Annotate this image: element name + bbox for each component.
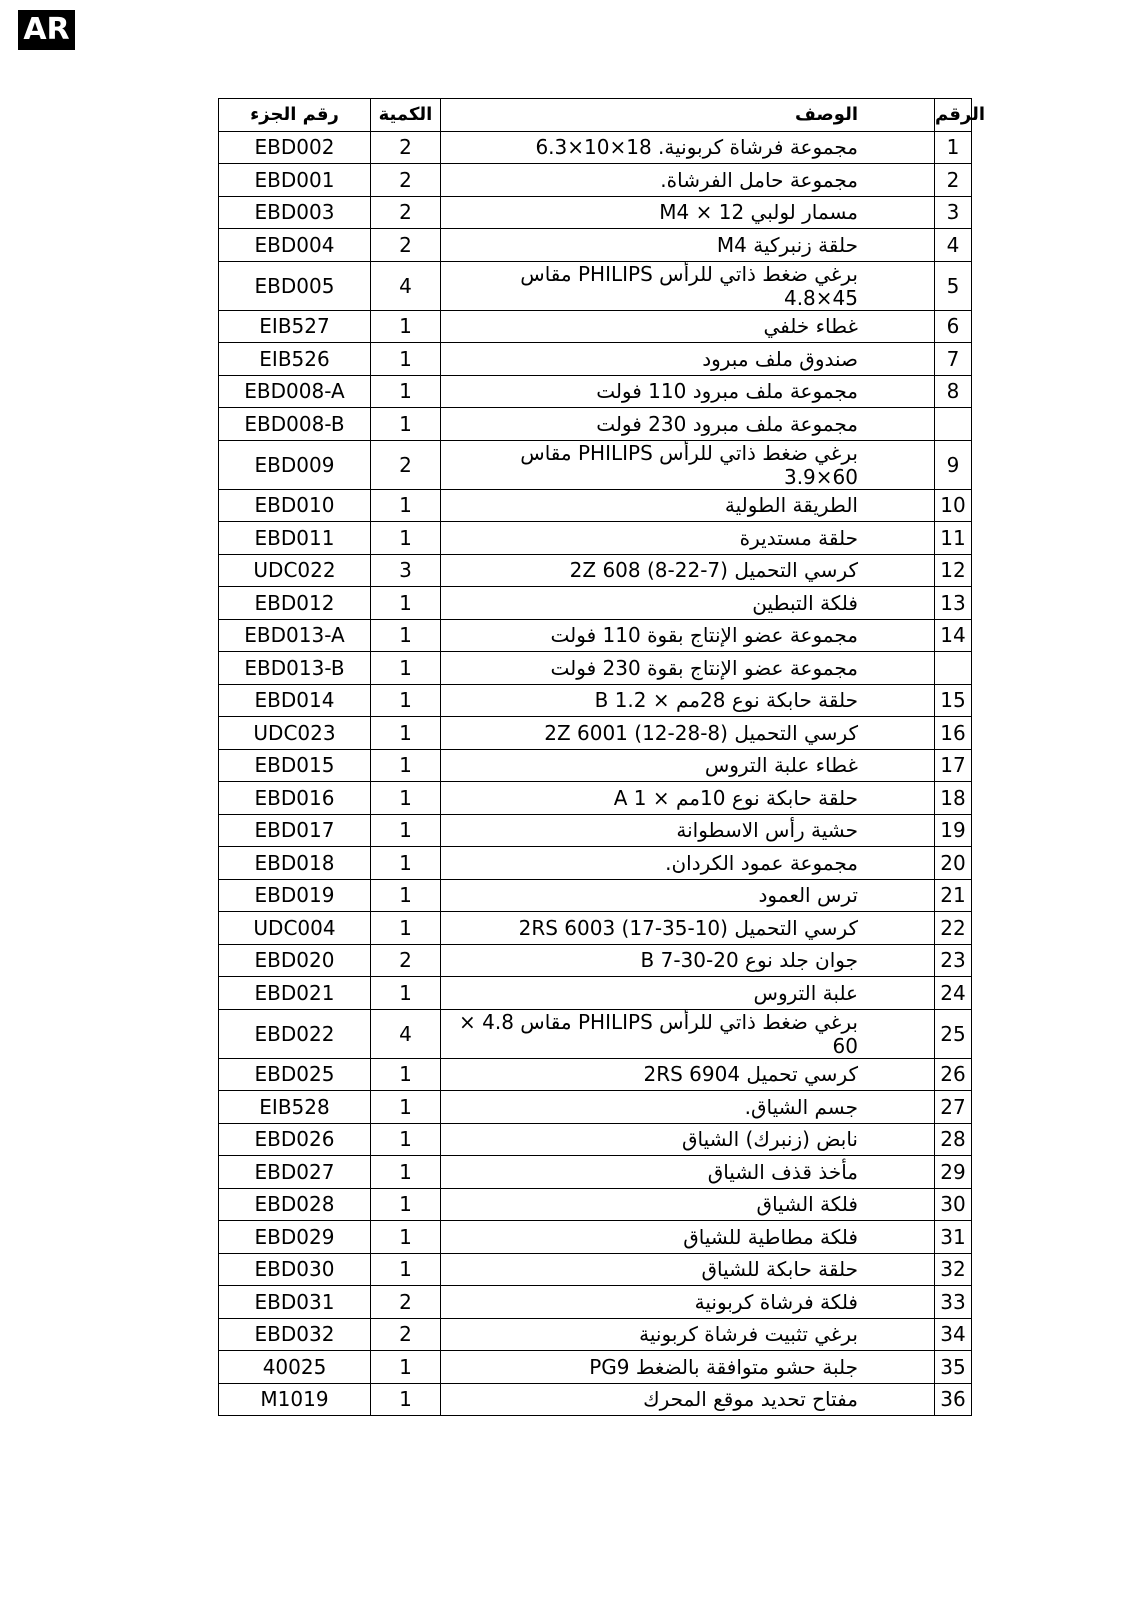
item-number-cell: 28: [935, 1123, 972, 1156]
table-row: [219, 1351, 972, 1384]
quantity-cell: 2: [371, 1286, 441, 1319]
table-row: [219, 1253, 972, 1286]
part-number-cell: EBD019: [219, 879, 371, 912]
description-cell: غطاء علبة التروس: [441, 749, 935, 782]
item-number-cell: 27: [935, 1091, 972, 1124]
description-cell: مسمار لولبي 12 × M4: [441, 196, 935, 229]
description-cell: علبة التروس: [441, 977, 935, 1010]
part-number-cell: EBD009: [219, 440, 371, 489]
quantity-cell: 1: [371, 652, 441, 685]
description-cell: مجموعة عضو الإنتاج بقوة 110 فولت: [441, 619, 935, 652]
quantity-cell: 2: [371, 131, 441, 164]
table-row: [219, 440, 972, 489]
item-number-cell: 36: [935, 1383, 972, 1416]
part-number-cell: EIB527: [219, 310, 371, 343]
description-cell: برغي ضغط ذاتي للرأس PHILIPS مقاس 4.8 × 60: [441, 1009, 935, 1058]
table-row: [219, 782, 972, 815]
item-number-cell: 23: [935, 944, 972, 977]
item-number-cell: 14: [935, 619, 972, 652]
description-cell: نابض (زنبرك) الشياق: [441, 1123, 935, 1156]
table-row: [219, 619, 972, 652]
quantity-cell: 1: [371, 1156, 441, 1189]
table-row: [219, 879, 972, 912]
part-number-cell: EBD022: [219, 1009, 371, 1058]
description-cell: كرسي التحميل (7-22-8) 2Z 608: [441, 554, 935, 587]
item-number-cell: 6: [935, 310, 972, 343]
item-number-cell: 26: [935, 1058, 972, 1091]
item-number-cell: 1: [935, 131, 972, 164]
item-number-cell: 35: [935, 1351, 972, 1384]
quantity-cell: 1: [371, 310, 441, 343]
description-cell: مجموعة عمود الكردان.: [441, 847, 935, 880]
part-number-cell: EBD026: [219, 1123, 371, 1156]
quantity-cell: 4: [371, 1009, 441, 1058]
quantity-cell: 2: [371, 944, 441, 977]
item-number-cell: 31: [935, 1221, 972, 1254]
table-row: [219, 375, 972, 408]
quantity-cell: 1: [371, 879, 441, 912]
table-row: [219, 1156, 972, 1189]
table-row: [219, 310, 972, 343]
description-cell: حلقة حابكة نوع 10مم × 1 A: [441, 782, 935, 815]
description-cell: مأخذ قذف الشياق: [441, 1156, 935, 1189]
table-row: [219, 1058, 972, 1091]
part-number-cell: EBD008-A: [219, 375, 371, 408]
item-number-cell: 10: [935, 489, 972, 522]
quantity-cell: 1: [371, 847, 441, 880]
part-number-cell: EIB526: [219, 343, 371, 376]
table-row: [219, 1091, 972, 1124]
table-row: [219, 1221, 972, 1254]
quantity-cell: 1: [371, 1383, 441, 1416]
part-number-cell: EBD004: [219, 229, 371, 262]
part-number-cell: EBD028: [219, 1188, 371, 1221]
description-cell: حلقة زنبركية M4: [441, 229, 935, 262]
quantity-cell: 2: [371, 196, 441, 229]
description-cell: حلقة حابكة للشياق: [441, 1253, 935, 1286]
quantity-cell: 1: [371, 1091, 441, 1124]
header-number: الرقم: [935, 99, 972, 132]
quantity-cell: 1: [371, 619, 441, 652]
part-number-cell: EBD031: [219, 1286, 371, 1319]
description-cell: الطريقة الطولية: [441, 489, 935, 522]
part-number-cell: UDC023: [219, 717, 371, 750]
part-number-cell: EBD011: [219, 522, 371, 555]
description-cell: مجموعة ملف مبرود 110 فولت: [441, 375, 935, 408]
description-cell: برغي ضغط ذاتي للرأس PHILIPS مقاس 45×4.8: [441, 261, 935, 310]
item-number-cell: 29: [935, 1156, 972, 1189]
quantity-cell: 1: [371, 1253, 441, 1286]
quantity-cell: 1: [371, 489, 441, 522]
description-cell: مجموعة حامل الفرشاة.: [441, 164, 935, 197]
item-number-cell: 3: [935, 196, 972, 229]
item-number-cell: [935, 652, 972, 685]
quantity-cell: 1: [371, 1188, 441, 1221]
quantity-cell: 1: [371, 522, 441, 555]
description-cell: برغي ضغط ذاتي للرأس PHILIPS مقاس 60×3.9: [441, 440, 935, 489]
description-cell: مفتاح تحديد موقع المحرك: [441, 1383, 935, 1416]
table-row: [219, 814, 972, 847]
description-cell: كرسي تحميل 2RS 6904: [441, 1058, 935, 1091]
part-number-cell: EBD008-B: [219, 408, 371, 441]
quantity-cell: 1: [371, 684, 441, 717]
description-cell: فلكة مطاطية للشياق: [441, 1221, 935, 1254]
table-row: [219, 131, 972, 164]
table-row: [219, 684, 972, 717]
quantity-cell: 1: [371, 1123, 441, 1156]
item-number-cell: 7: [935, 343, 972, 376]
item-number-cell: 20: [935, 847, 972, 880]
item-number-cell: 2: [935, 164, 972, 197]
part-number-cell: EBD027: [219, 1156, 371, 1189]
table-row: [219, 749, 972, 782]
table-row: [219, 229, 972, 262]
part-number-cell: UDC004: [219, 912, 371, 945]
part-number-cell: EBD012: [219, 587, 371, 620]
part-number-cell: EBD001: [219, 164, 371, 197]
table-row: [219, 587, 972, 620]
part-number-cell: EBD021: [219, 977, 371, 1010]
part-number-cell: EBD013-B: [219, 652, 371, 685]
quantity-cell: 1: [371, 408, 441, 441]
part-number-cell: EIB528: [219, 1091, 371, 1124]
item-number-cell: 25: [935, 1009, 972, 1058]
part-number-cell: EBD013-A: [219, 619, 371, 652]
item-number-cell: 32: [935, 1253, 972, 1286]
part-number-cell: EBD010: [219, 489, 371, 522]
part-number-cell: EBD005: [219, 261, 371, 310]
table-row: [219, 196, 972, 229]
language-badge: AR: [18, 10, 75, 50]
table-row: [219, 977, 972, 1010]
quantity-cell: 1: [371, 717, 441, 750]
description-cell: جلبة حشو متوافقة بالضغط PG9: [441, 1351, 935, 1384]
description-cell: فلكة الشياق: [441, 1188, 935, 1221]
part-number-cell: EBD020: [219, 944, 371, 977]
part-number-cell: EBD016: [219, 782, 371, 815]
table-row: [219, 652, 972, 685]
header-description: الوصف: [441, 99, 935, 132]
part-number-cell: UDC022: [219, 554, 371, 587]
quantity-cell: 2: [371, 440, 441, 489]
quantity-cell: 4: [371, 261, 441, 310]
item-number-cell: 9: [935, 440, 972, 489]
quantity-cell: 2: [371, 164, 441, 197]
quantity-cell: 1: [371, 814, 441, 847]
description-cell: مجموعة عضو الإنتاج بقوة 230 فولت: [441, 652, 935, 685]
quantity-cell: 1: [371, 1351, 441, 1384]
description-cell: حلقة مستديرة: [441, 522, 935, 555]
description-cell: جوان جلد نوع 20-30-7 B: [441, 944, 935, 977]
table-row: [219, 554, 972, 587]
table-row: [219, 343, 972, 376]
table-row: [219, 1286, 972, 1319]
part-number-cell: EBD015: [219, 749, 371, 782]
item-number-cell: [935, 408, 972, 441]
table-row: [219, 717, 972, 750]
table-row: [219, 1188, 972, 1221]
quantity-cell: 1: [371, 587, 441, 620]
description-cell: ترس العمود: [441, 879, 935, 912]
item-number-cell: 8: [935, 375, 972, 408]
quantity-cell: 1: [371, 375, 441, 408]
header-quantity: الكمية: [371, 99, 441, 132]
item-number-cell: 13: [935, 587, 972, 620]
item-number-cell: 33: [935, 1286, 972, 1319]
part-number-cell: EBD003: [219, 196, 371, 229]
item-number-cell: 21: [935, 879, 972, 912]
quantity-cell: 1: [371, 749, 441, 782]
parts-table: [218, 98, 986, 1416]
quantity-cell: 1: [371, 1058, 441, 1091]
part-number-cell: EBD018: [219, 847, 371, 880]
part-number-cell: 40025: [219, 1351, 371, 1384]
part-number-cell: EBD032: [219, 1318, 371, 1351]
part-number-cell: EBD029: [219, 1221, 371, 1254]
table-row: [219, 408, 972, 441]
description-cell: فلكة فرشاة كربونية: [441, 1286, 935, 1319]
quantity-cell: 1: [371, 782, 441, 815]
quantity-cell: 1: [371, 1221, 441, 1254]
table-row: [219, 912, 972, 945]
item-number-cell: 4: [935, 229, 972, 262]
table-row: [219, 944, 972, 977]
part-number-cell: M1019: [219, 1383, 371, 1416]
description-cell: حلقة حابكة نوع 28مم × 1.2 B: [441, 684, 935, 717]
part-number-cell: EBD025: [219, 1058, 371, 1091]
description-cell: مجموعة فرشاة كربونية. 18×10×6.3: [441, 131, 935, 164]
table-row: [219, 164, 972, 197]
quantity-cell: 2: [371, 229, 441, 262]
table-row: [219, 1009, 972, 1058]
item-number-cell: 11: [935, 522, 972, 555]
item-number-cell: 5: [935, 261, 972, 310]
table-row: [219, 489, 972, 522]
table-row: [219, 1123, 972, 1156]
description-cell: غطاء خلفي: [441, 310, 935, 343]
description-cell: حشية رأس الاسطوانة: [441, 814, 935, 847]
header-part-number: رقم الجزء: [219, 99, 371, 132]
table-row: [219, 522, 972, 555]
item-number-cell: 22: [935, 912, 972, 945]
part-number-cell: EBD002: [219, 131, 371, 164]
item-number-cell: 24: [935, 977, 972, 1010]
part-number-cell: EBD030: [219, 1253, 371, 1286]
part-number-cell: EBD017: [219, 814, 371, 847]
item-number-cell: 18: [935, 782, 972, 815]
description-cell: كرسي التحميل (10-35-17) 2RS 6003: [441, 912, 935, 945]
description-cell: صندوق ملف مبرود: [441, 343, 935, 376]
quantity-cell: 1: [371, 343, 441, 376]
quantity-cell: 1: [371, 977, 441, 1010]
description-cell: برغي تثبيت فرشاة كربونية: [441, 1318, 935, 1351]
item-number-cell: 12: [935, 554, 972, 587]
quantity-cell: 3: [371, 554, 441, 587]
item-number-cell: 30: [935, 1188, 972, 1221]
description-cell: فلكة التبطين: [441, 587, 935, 620]
table-row: [219, 847, 972, 880]
item-number-cell: 19: [935, 814, 972, 847]
table-row: [219, 261, 972, 310]
table-row: [219, 1383, 972, 1416]
part-number-cell: EBD014: [219, 684, 371, 717]
quantity-cell: 2: [371, 1318, 441, 1351]
item-number-cell: 16: [935, 717, 972, 750]
table-row: [219, 1318, 972, 1351]
description-cell: كرسي التحميل (8-28-12) 2Z 6001: [441, 717, 935, 750]
quantity-cell: 1: [371, 912, 441, 945]
item-number-cell: 34: [935, 1318, 972, 1351]
item-number-cell: 17: [935, 749, 972, 782]
description-cell: جسم الشياق.: [441, 1091, 935, 1124]
item-number-cell: 15: [935, 684, 972, 717]
description-cell: مجموعة ملف مبرود 230 فولت: [441, 408, 935, 441]
table-header-row: [219, 99, 972, 132]
